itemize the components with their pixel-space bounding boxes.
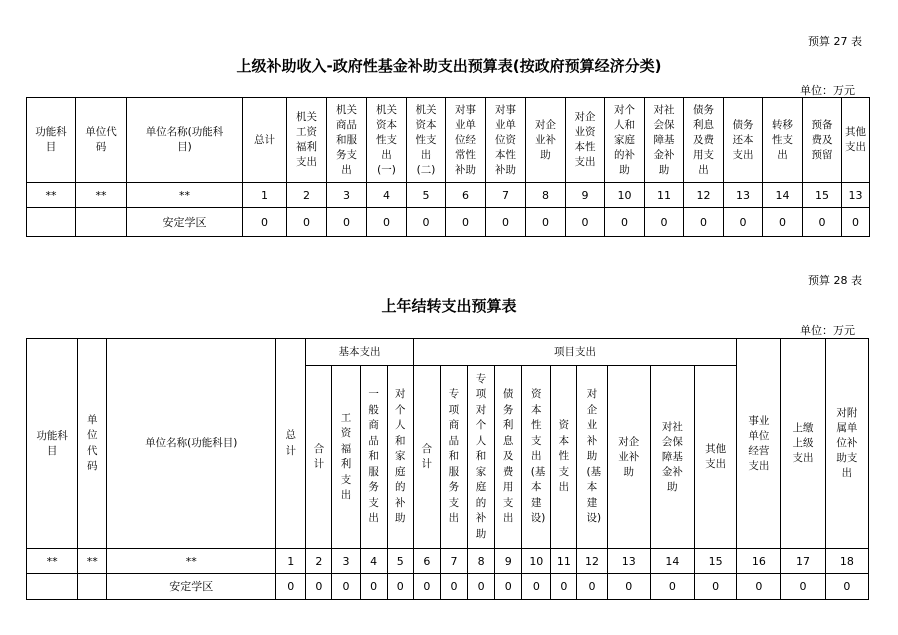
table28-header-cell: 事业单位经营支出 <box>737 339 781 549</box>
table28-index-cell: 5 <box>387 549 413 574</box>
table28-index-cell: 10 <box>522 549 551 574</box>
table28-index-cell: 1 <box>276 549 306 574</box>
table27-header-cell: 机关商品和服务支出 <box>327 98 367 183</box>
table27-index-cell: 5 <box>407 183 446 208</box>
table27-header-cell: 对事业单位资本性补助 <box>486 98 526 183</box>
table28-data-cell: 0 <box>468 574 495 600</box>
table28-index-cell: 12 <box>577 549 607 574</box>
table27-data-cell: 0 <box>605 208 645 237</box>
table27-header-cell: 对个人和家庭的补助 <box>605 98 645 183</box>
table28-header-cell: 总计 <box>276 339 306 549</box>
table27-data-cell: 安定学区 <box>127 208 243 237</box>
table27-data-cell: 0 <box>243 208 287 237</box>
table27-index-cell: 11 <box>645 183 684 208</box>
table27-header-cell: 机关工资福利支出 <box>287 98 327 183</box>
table28-subheader-cell: 对企业补助(基本建设) <box>577 366 607 549</box>
table28-data-cell: 0 <box>825 574 868 600</box>
table28-index-cell: 9 <box>495 549 522 574</box>
table27-header-cell: 对企业补助 <box>526 98 566 183</box>
table27-index-cell: 15 <box>803 183 842 208</box>
table27 <box>26 97 870 237</box>
table27-header-cell: 预备费及预留 <box>803 98 842 183</box>
table27-index-cell: 10 <box>605 183 645 208</box>
table27-header-cell: 债务还本支出 <box>724 98 763 183</box>
table28-data-cell: 0 <box>737 574 781 600</box>
table27-index-cell: 9 <box>566 183 605 208</box>
table28-index-cell: ** <box>107 549 276 574</box>
table27-index-cell: 14 <box>763 183 803 208</box>
table27-index-cell: 6 <box>446 183 486 208</box>
table28-unit: 单位：万元 <box>800 324 855 337</box>
table28-group-basic: 基本支出 <box>306 339 413 366</box>
table28-index-cell: 6 <box>413 549 440 574</box>
table28-data-row <box>27 574 869 600</box>
table28-subheader-cell: 其他支出 <box>695 366 737 549</box>
table28-index-cell: 11 <box>551 549 577 574</box>
table28-index-cell: 18 <box>825 549 868 574</box>
table27-data-cell: 0 <box>446 208 486 237</box>
table27-header-cell: 对事业单位经常性补助 <box>446 98 486 183</box>
table28-index-cell: 13 <box>607 549 650 574</box>
table27-data-cell: 0 <box>526 208 566 237</box>
table27-header-cell: 总计 <box>243 98 287 183</box>
table27-index-cell: 13 <box>724 183 763 208</box>
table27-title: 上级补助收入-政府性基金补助支出预算表(按政府预算经济分类) <box>236 57 662 75</box>
table28-data-cell: 0 <box>387 574 413 600</box>
table27-index-cell: 12 <box>684 183 724 208</box>
table27-header-cell: 其他支出 <box>842 98 870 183</box>
table28-data-cell: 0 <box>577 574 607 600</box>
table28-index-cell: 15 <box>695 549 737 574</box>
table28-data-cell: 0 <box>495 574 522 600</box>
table28-index-cell: 8 <box>468 549 495 574</box>
table27-data-cell: 0 <box>724 208 763 237</box>
table28-index-cell: 4 <box>360 549 387 574</box>
table28-title: 上年结转支出预算表 <box>381 297 517 315</box>
table28-data-cell: 0 <box>306 574 332 600</box>
table28-data-cell: 0 <box>332 574 360 600</box>
table27-unit: 单位：万元 <box>800 84 855 97</box>
table27-index-cell: 7 <box>486 183 526 208</box>
table28-header-cell: 功能科目 <box>27 339 78 549</box>
table27-header-cell: 对企业资本性支出 <box>566 98 605 183</box>
table28-subheader-cell: 合计 <box>306 366 332 549</box>
table28-index-cell: 17 <box>781 549 825 574</box>
table28-index-cell: 14 <box>650 549 694 574</box>
table28-data-cell: 0 <box>413 574 440 600</box>
table27-data-cell: 0 <box>842 208 870 237</box>
table27-header-cell: 机关资本性支出(二) <box>407 98 446 183</box>
table28-header-cell: 单位代码 <box>78 339 107 549</box>
table28-data-cell <box>27 574 78 600</box>
table27-index-cell: 2 <box>287 183 327 208</box>
table27-index-cell: 8 <box>526 183 566 208</box>
table27-header-cell: 机关资本性支出(一) <box>367 98 407 183</box>
table27-index-cell: 13 <box>842 183 870 208</box>
table28-index-cell: ** <box>78 549 107 574</box>
table28-subheader-cell: 对社会保障基金补助 <box>650 366 694 549</box>
table28-data-cell: 0 <box>695 574 737 600</box>
table28-data-cell: 0 <box>607 574 650 600</box>
table27-header-cell: 债务利息及费用支出 <box>684 98 724 183</box>
table28-data-cell: 安定学区 <box>107 574 276 600</box>
table28-index-cell: ** <box>27 549 78 574</box>
table28-subheader-cell: 对个人和家庭的补助 <box>387 366 413 549</box>
table27-header-cell: 功能科目 <box>27 98 76 183</box>
table27-data-cell: 0 <box>367 208 407 237</box>
table27-header-cell: 单位名称(功能科目) <box>127 98 243 183</box>
table27-index-cell: ** <box>76 183 127 208</box>
table28-data-cell: 0 <box>440 574 467 600</box>
table27-header-cell: 单位代码 <box>76 98 127 183</box>
table28-header-row-1 <box>27 339 869 366</box>
table28 <box>26 338 869 600</box>
table27-index-cell: 3 <box>327 183 367 208</box>
table28-subheader-cell: 专项对个人和家庭的补助 <box>468 366 495 549</box>
table27-data-cell: 0 <box>763 208 803 237</box>
table27-data-cell: 0 <box>486 208 526 237</box>
table28-header-cell: 上缴上级支出 <box>781 339 825 549</box>
table27-data-cell <box>76 208 127 237</box>
table28-data-cell: 0 <box>650 574 694 600</box>
table27-data-cell: 0 <box>566 208 605 237</box>
table27-data-row <box>27 208 870 237</box>
table28-index-cell: 16 <box>737 549 781 574</box>
table28-subheader-cell: 合计 <box>413 366 440 549</box>
table27-index-cell: ** <box>27 183 76 208</box>
table27-index-row <box>27 183 870 208</box>
table27-header-cell: 对社会保障基金补助 <box>645 98 684 183</box>
table28-subheader-cell: 一般商品和服务支出 <box>360 366 387 549</box>
table27-data-cell: 0 <box>327 208 367 237</box>
table28-index-cell: 3 <box>332 549 360 574</box>
table28-subheader-cell: 资本性支出 <box>551 366 577 549</box>
table28-header-cell: 对附属单位补助支出 <box>825 339 868 549</box>
table28-subheader-cell: 工资福利支出 <box>332 366 360 549</box>
table28-data-cell: 0 <box>276 574 306 600</box>
table27-data-cell: 0 <box>803 208 842 237</box>
table28-index-cell: 7 <box>440 549 467 574</box>
table28-index-cell: 2 <box>306 549 332 574</box>
table27-header-row <box>27 98 870 183</box>
table28-data-cell: 0 <box>522 574 551 600</box>
table28-data-cell: 0 <box>360 574 387 600</box>
table27-index-cell: 1 <box>243 183 287 208</box>
table28-data-cell: 0 <box>551 574 577 600</box>
table27-data-cell: 0 <box>287 208 327 237</box>
table28-header-cell: 单位名称(功能科目) <box>107 339 276 549</box>
table28-tag: 预算 28 表 <box>808 274 862 287</box>
table27-data-cell: 0 <box>407 208 446 237</box>
table27-header-cell: 转移性支出 <box>763 98 803 183</box>
table27-index-cell: ** <box>127 183 243 208</box>
table28-subheader-cell: 资本性支出(基本建设) <box>522 366 551 549</box>
table28-index-row <box>27 549 869 574</box>
table27-data-cell: 0 <box>645 208 684 237</box>
table28-data-cell: 0 <box>781 574 825 600</box>
table27-data-cell: 0 <box>684 208 724 237</box>
table28-subheader-cell: 债务利息及费用支出 <box>495 366 522 549</box>
table27-index-cell: 4 <box>367 183 407 208</box>
table27-data-cell <box>27 208 76 237</box>
table28-subheader-cell: 对企业补助 <box>607 366 650 549</box>
table28-subheader-cell: 专项商品和服务支出 <box>440 366 467 549</box>
table27-tag: 预算 27 表 <box>808 35 862 48</box>
table28-group-project: 项目支出 <box>413 339 737 366</box>
table28-data-cell <box>78 574 107 600</box>
